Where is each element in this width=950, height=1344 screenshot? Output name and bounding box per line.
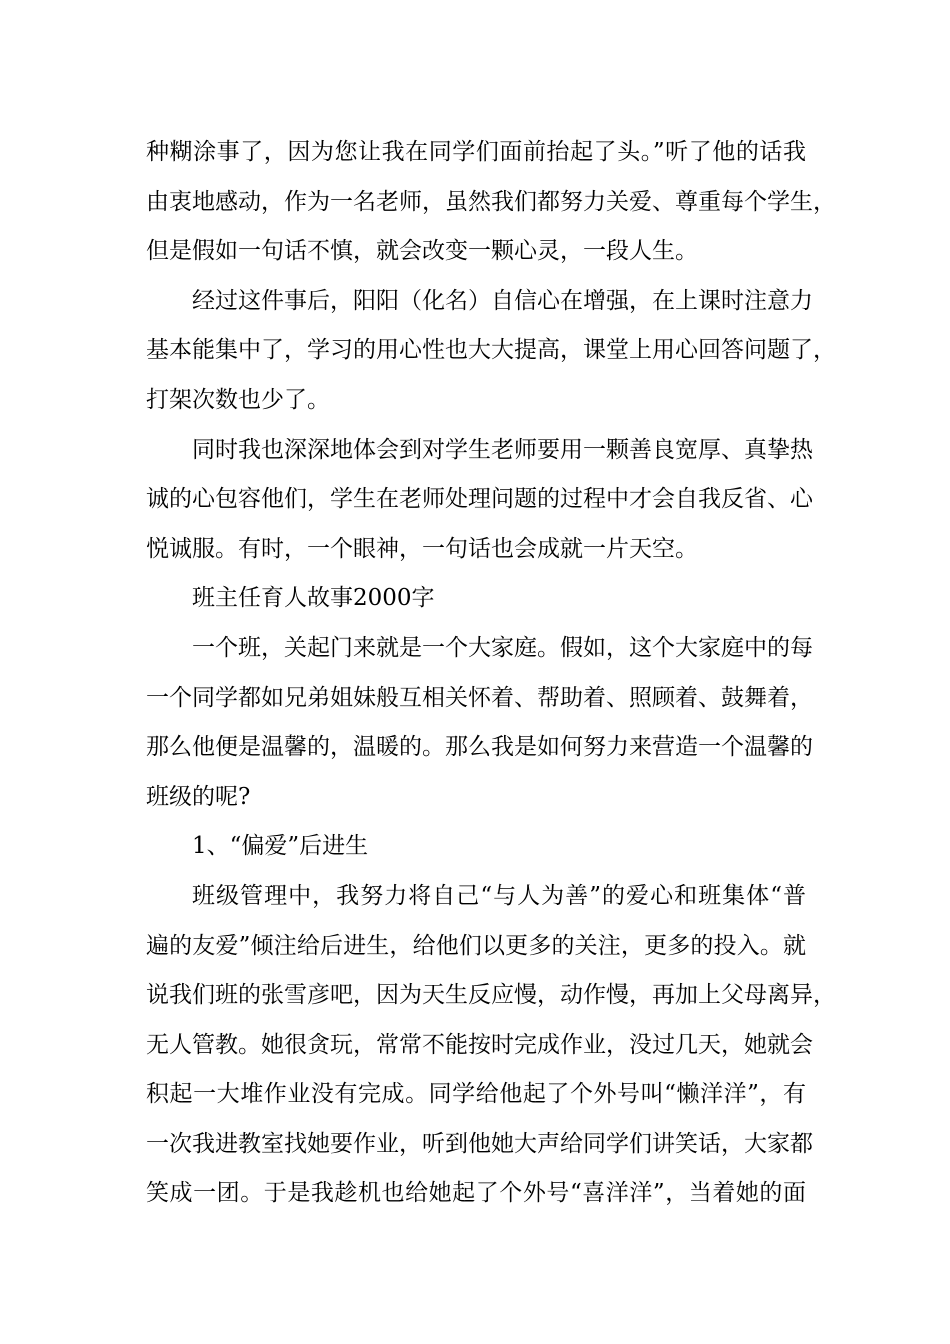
paragraph-start-line: 班级管理中，我努力将自己“与人为善”的爱心和班集体“普 (192, 882, 806, 909)
text-line: 诚的心包容他们，学生在老师处理问题的过程中才会自我反省、心 (146, 486, 813, 513)
paragraph-start-line: 一个班，关起门来就是一个大家庭。假如，这个大家庭中的每 (192, 634, 813, 661)
text-line: 基本能集中了，学习的用心性也大大提高，课堂上用心回答问题了， (146, 337, 836, 364)
text-line: 班级的呢? (146, 783, 251, 810)
text-line: 悦诚服。有时，一个眼神，一句话也会成就一片天空。 (146, 535, 698, 562)
text-line: 无人管教。她很贪玩，常常不能按时完成作业，没过几天，她就会 (146, 1031, 813, 1058)
paragraph-start-line: 同时我也深深地体会到对学生老师要用一颗善良宽厚、真挚热 (192, 436, 813, 463)
paragraph-start-line: 经过这件事后，阳阳（化名）自信心在增强，在上课时注意力 (192, 287, 813, 314)
text-line: 积起一大堆作业没有完成。同学给他起了个外号叫“懒洋洋”，有 (146, 1081, 806, 1108)
text-line: 但是假如一句话不慎，就会改变一颗心灵，一段人生。 (146, 238, 698, 265)
text-line: 一次我进教室找她要作业，听到他她大声给同学们讲笑话，大家都 (146, 1130, 813, 1157)
text-line: 种糊涂事了，因为您让我在同学们面前抬起了头。”听了他的话我 (146, 139, 806, 165)
text-line: 笑成一团。于是我趁机也给她起了个外号“喜洋洋”，当着她的面 (146, 1180, 806, 1207)
subsection-heading: 1、“偏爱”后进生 (192, 833, 369, 860)
text-line: 一个同学都如兄弟姐妹般互相关怀着、帮助着、照顾着、鼓舞着， (146, 684, 813, 711)
section-heading: 班主任育人故事2000字 (192, 585, 435, 612)
text-line: 打架次数也少了。 (146, 386, 330, 413)
text-line: 由衷地感动，作为一名老师，虽然我们都努力关爱、尊重每个学生， (146, 188, 836, 215)
text-line: 那么他便是温馨的，温暖的。那么我是如何努力来营造一个温馨的 (146, 734, 813, 761)
text-line: 说我们班的张雪彦吧，因为天生反应慢，动作慢，再加上父母离异， (146, 982, 836, 1009)
text-line: 遍的友爱”倾注给后进生，给他们以更多的关注，更多的投入。就 (146, 932, 806, 959)
document-body (146, 128, 836, 1219)
